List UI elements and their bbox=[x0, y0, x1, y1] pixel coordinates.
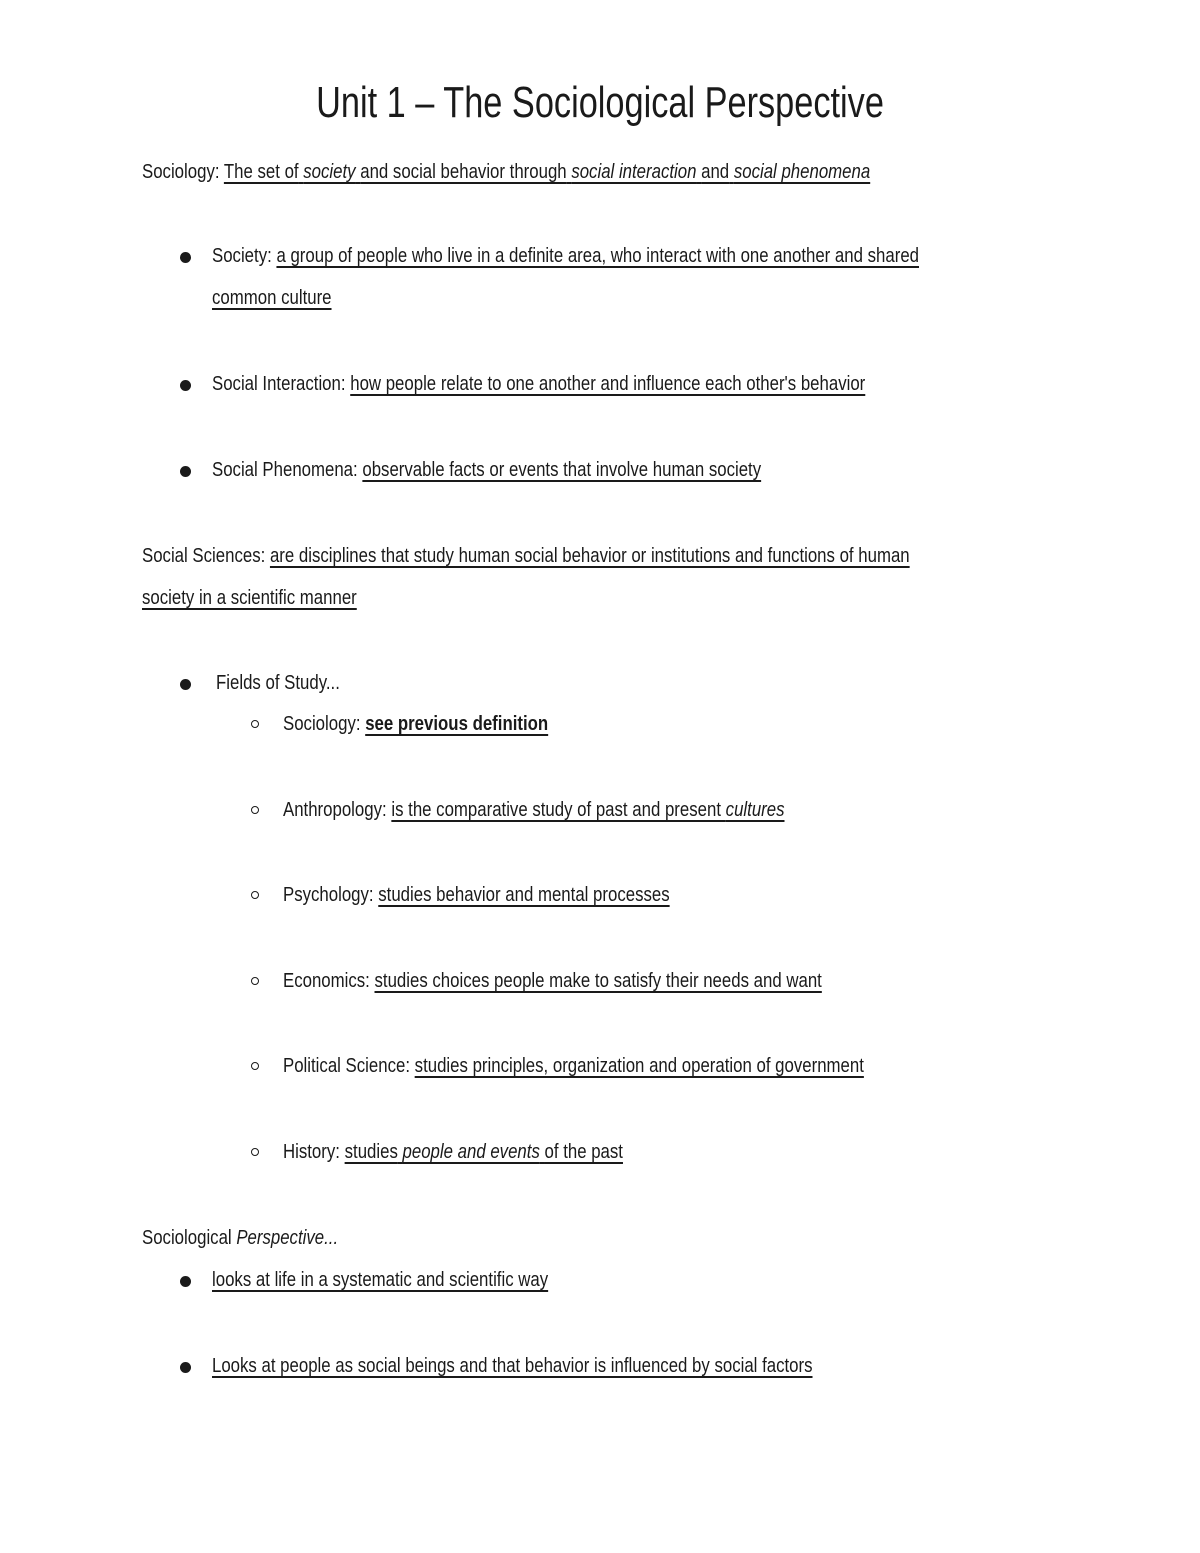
social-sciences-definition bbox=[142, 542, 910, 570]
field-anthropology bbox=[283, 796, 785, 824]
perspective-item-text: looks at life in a systematic and scientific way bbox=[212, 1269, 549, 1291]
sociological-perspective-label: Sociological Perspective... bbox=[142, 1227, 339, 1249]
bullet-icon bbox=[180, 1276, 191, 1287]
field-history-def: studies people and events of the past bbox=[344, 1141, 623, 1163]
society-def-line2: common culture bbox=[212, 287, 332, 309]
social-sciences-def-line2: society in a scientific manner bbox=[142, 587, 357, 609]
field-psychology-def: studies behavior and mental processes bbox=[378, 884, 670, 906]
field-anthropology-term: Anthropology: bbox=[283, 799, 387, 821]
perspective-item-text: Looks at people as social beings and that behavior is influenced by social factors bbox=[212, 1355, 813, 1377]
field-psychology bbox=[283, 881, 670, 909]
field-economics-def: studies choices people make to satisfy their needs and want bbox=[374, 970, 822, 992]
social-phenomena-term: Social Phenomena: bbox=[212, 459, 358, 481]
social-interaction-def: how people relate to one another and influence each other's behavior bbox=[350, 373, 866, 395]
field-political-science-def: studies principles, organization and operation of government bbox=[414, 1055, 864, 1077]
social-interaction-definition bbox=[212, 370, 865, 398]
social-sciences-term: Social Sciences: bbox=[142, 545, 266, 567]
field-political-science-term: Political Science: bbox=[283, 1055, 410, 1077]
social-phenomena-definition bbox=[212, 456, 761, 484]
social-phenomena-def: observable facts or events that involve human society bbox=[362, 459, 762, 481]
society-term: Society: bbox=[212, 245, 272, 267]
field-economics-term: Economics: bbox=[283, 970, 370, 992]
bullet-icon bbox=[180, 380, 191, 391]
perspective-item bbox=[212, 1266, 548, 1294]
field-political-science bbox=[283, 1052, 864, 1080]
society-definition bbox=[212, 242, 919, 270]
page-title: Unit 1 – The Sociological Perspective bbox=[316, 78, 884, 127]
field-sociology bbox=[283, 710, 548, 738]
bullet-icon bbox=[180, 1362, 191, 1373]
social-interaction-term: Social Interaction: bbox=[212, 373, 346, 395]
society-definition-cont bbox=[212, 284, 332, 312]
sub-bullet-icon bbox=[251, 806, 259, 814]
sociology-definition bbox=[142, 158, 870, 186]
social-sciences-def-line1: are disciplines that study human social behavior or institutions and functions of human bbox=[269, 545, 910, 567]
society-def-line1: a group of people who live in a definite area, who interact with one another and shared bbox=[276, 245, 920, 267]
bullet-icon bbox=[180, 466, 191, 477]
bullet-icon bbox=[180, 252, 191, 263]
sub-bullet-icon bbox=[251, 977, 259, 985]
field-history bbox=[283, 1138, 623, 1166]
field-psychology-term: Psychology: bbox=[283, 884, 374, 906]
field-sociology-term: Sociology: bbox=[283, 713, 361, 735]
sociology-term: Sociology: bbox=[142, 161, 220, 183]
field-anthropology-def: is the comparative study of past and present cultures bbox=[391, 799, 785, 821]
sub-bullet-icon bbox=[251, 720, 259, 728]
field-sociology-def: see previous definition bbox=[365, 713, 549, 735]
fields-of-study-label: Fields of Study... bbox=[216, 672, 340, 694]
bullet-icon bbox=[180, 679, 191, 690]
sub-bullet-icon bbox=[251, 891, 259, 899]
field-history-term: History: bbox=[283, 1141, 340, 1163]
perspective-item bbox=[212, 1352, 813, 1380]
sub-bullet-icon bbox=[251, 1148, 259, 1156]
field-economics bbox=[283, 967, 822, 995]
sociology-def: The set of society and social behavior through social interaction and social phenomena bbox=[223, 161, 871, 183]
sub-bullet-icon bbox=[251, 1062, 259, 1070]
social-sciences-definition-cont bbox=[142, 584, 357, 612]
